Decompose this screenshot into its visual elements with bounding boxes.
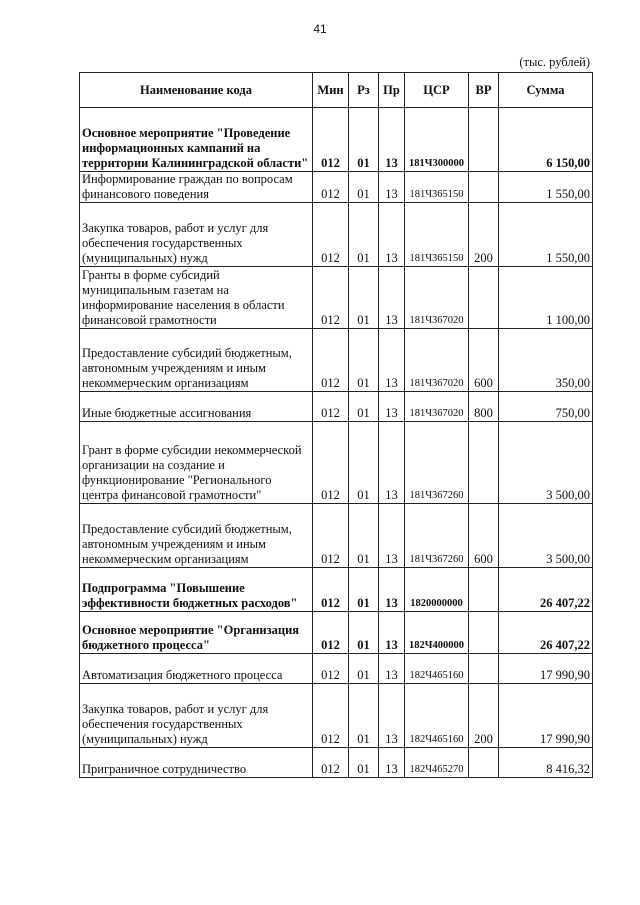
row-name: Иные бюджетные ассигнования [80, 392, 313, 422]
header-rz: Рз [349, 73, 379, 108]
row-vr: 600 [469, 504, 499, 568]
row-pr: 13 [379, 267, 405, 329]
table-header-row [80, 73, 593, 108]
row-csr: 181Ч367020 [405, 267, 469, 329]
header-pr: Пр [379, 73, 405, 108]
row-name: Основное мероприятие "Проведение информационных кампаний на территории Калининградской области" [80, 108, 313, 172]
header-min: Мин [313, 73, 349, 108]
row-min: 012 [313, 504, 349, 568]
page-number: 41 [313, 22, 327, 36]
row-min: 012 [313, 422, 349, 504]
row-name: Основное мероприятие "Организация бюджетного процесса" [80, 612, 313, 654]
row-pr: 13 [379, 108, 405, 172]
row-rz: 01 [349, 684, 379, 748]
row-name: Гранты в форме субсидий муниципальным газетам на информирование населения в области финансовой грамотности [80, 267, 313, 329]
table-row [80, 504, 593, 568]
row-csr: 182Ч465160 [405, 684, 469, 748]
row-csr: 181Ч367020 [405, 329, 469, 392]
row-min: 012 [313, 612, 349, 654]
units-label: (тыс. рублей) [519, 55, 590, 69]
row-rz: 01 [349, 108, 379, 172]
row-csr: 181Ч367260 [405, 422, 469, 504]
row-pr: 13 [379, 329, 405, 392]
row-sum: 1 550,00 [499, 172, 593, 203]
table-row [80, 172, 593, 203]
row-rz: 01 [349, 392, 379, 422]
row-pr: 13 [379, 392, 405, 422]
row-vr [469, 267, 499, 329]
row-vr [469, 612, 499, 654]
row-rz: 01 [349, 568, 379, 612]
row-min: 012 [313, 329, 349, 392]
row-min: 012 [313, 748, 349, 778]
row-sum: 26 407,22 [499, 568, 593, 612]
row-min: 012 [313, 108, 349, 172]
row-csr: 182Ч465160 [405, 654, 469, 684]
row-name: Подпрограмма "Повышение эффективности бюджетных расходов" [80, 568, 313, 612]
table-row [80, 568, 593, 612]
table-row [80, 108, 593, 172]
header-sum: Сумма [499, 73, 593, 108]
row-vr: 200 [469, 684, 499, 748]
row-pr: 13 [379, 612, 405, 654]
row-rz: 01 [349, 422, 379, 504]
row-name: Грант в форме субсидии некоммерческой организации на создание и функционирование "Регионального центра финансовой грамотности" [80, 422, 313, 504]
row-name: Приграничное сотрудничество [80, 748, 313, 778]
row-vr: 800 [469, 392, 499, 422]
row-min: 012 [313, 172, 349, 203]
row-pr: 13 [379, 748, 405, 778]
row-csr: 181Ч365150 [405, 172, 469, 203]
row-csr: 181Ч367260 [405, 504, 469, 568]
row-rz: 01 [349, 504, 379, 568]
row-csr: 1820000000 [405, 568, 469, 612]
header-csr: ЦСР [405, 73, 469, 108]
row-min: 012 [313, 684, 349, 748]
row-rz: 01 [349, 203, 379, 267]
row-name: Предоставление субсидий бюджетным, автономным учреждениям и иным некоммерческим организациям [80, 504, 313, 568]
table-row [80, 422, 593, 504]
row-sum: 3 500,00 [499, 504, 593, 568]
row-sum: 17 990,90 [499, 684, 593, 748]
row-sum: 3 500,00 [499, 422, 593, 504]
row-csr: 181Ч367020 [405, 392, 469, 422]
row-min: 012 [313, 392, 349, 422]
table-row [80, 654, 593, 684]
row-name: Информирование граждан по вопросам финансового поведения [80, 172, 313, 203]
row-rz: 01 [349, 172, 379, 203]
table-row [80, 267, 593, 329]
budget-table [79, 72, 593, 778]
table-row [80, 329, 593, 392]
row-sum: 1 550,00 [499, 203, 593, 267]
row-name: Закупка товаров, работ и услуг для обеспечения государственных (муниципальных) нужд [80, 203, 313, 267]
row-sum: 1 100,00 [499, 267, 593, 329]
row-min: 012 [313, 267, 349, 329]
row-vr: 600 [469, 329, 499, 392]
row-csr: 181Ч365150 [405, 203, 469, 267]
row-pr: 13 [379, 504, 405, 568]
table-row [80, 203, 593, 267]
table-row [80, 392, 593, 422]
row-pr: 13 [379, 203, 405, 267]
row-pr: 13 [379, 422, 405, 504]
table-row [80, 684, 593, 748]
row-rz: 01 [349, 612, 379, 654]
row-name: Автоматизация бюджетного процесса [80, 654, 313, 684]
row-pr: 13 [379, 568, 405, 612]
row-min: 012 [313, 568, 349, 612]
row-min: 012 [313, 654, 349, 684]
row-sum: 17 990,90 [499, 654, 593, 684]
row-sum: 6 150,00 [499, 108, 593, 172]
row-rz: 01 [349, 654, 379, 684]
row-vr [469, 568, 499, 612]
row-sum: 750,00 [499, 392, 593, 422]
row-vr [469, 172, 499, 203]
header-name: Наименование кода [80, 73, 313, 108]
row-csr: 182Ч465270 [405, 748, 469, 778]
row-rz: 01 [349, 748, 379, 778]
row-vr: 200 [469, 203, 499, 267]
row-pr: 13 [379, 684, 405, 748]
row-rz: 01 [349, 267, 379, 329]
row-vr [469, 654, 499, 684]
row-csr: 181Ч300000 [405, 108, 469, 172]
row-name: Закупка товаров, работ и услуг для обеспечения государственных (муниципальных) нужд [80, 684, 313, 748]
row-rz: 01 [349, 329, 379, 392]
row-vr [469, 748, 499, 778]
row-name: Предоставление субсидий бюджетным, автономным учреждениям и иным некоммерческим организациям [80, 329, 313, 392]
row-sum: 350,00 [499, 329, 593, 392]
row-min: 012 [313, 203, 349, 267]
row-csr: 182Ч400000 [405, 612, 469, 654]
table-row [80, 612, 593, 654]
row-vr [469, 422, 499, 504]
row-pr: 13 [379, 654, 405, 684]
table-row [80, 748, 593, 778]
row-sum: 8 416,32 [499, 748, 593, 778]
header-vr: ВР [469, 73, 499, 108]
row-sum: 26 407,22 [499, 612, 593, 654]
row-vr [469, 108, 499, 172]
row-pr: 13 [379, 172, 405, 203]
